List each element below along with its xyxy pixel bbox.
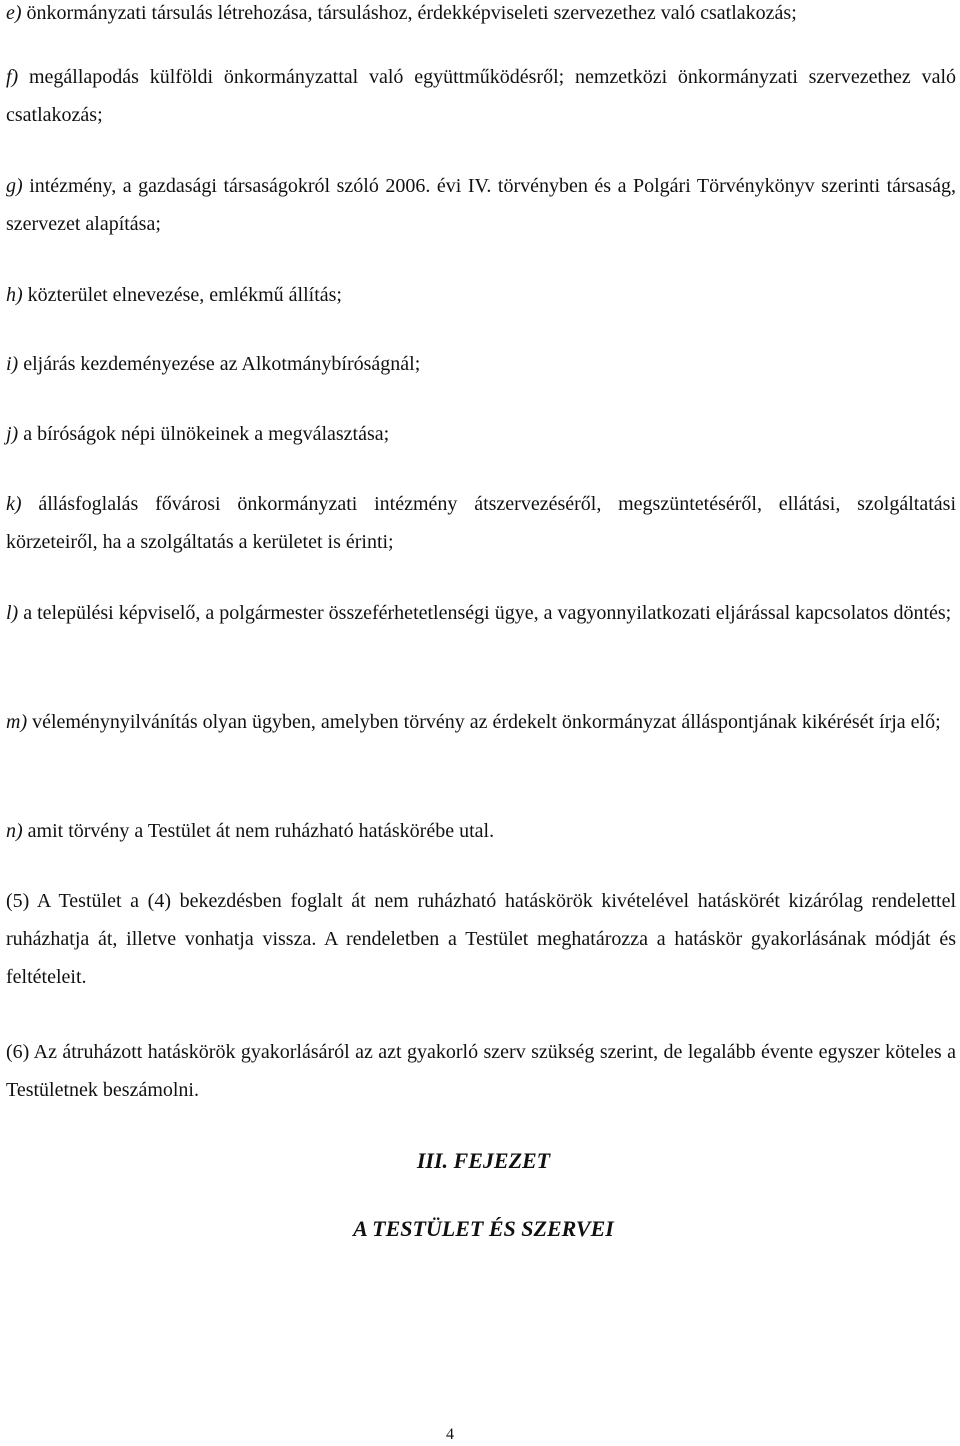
- item-letter: n): [6, 820, 23, 842]
- list-item-n: [6, 812, 956, 850]
- item-text: megállapodás külföldi önkormányzattal való együttműködésről; nemzetközi önkormányzati szervezethez való csatlakozás;: [6, 66, 956, 126]
- item-text: állásfoglalás fővárosi önkormányzati intézmény átszervezéséről, megszüntetéséről, ellátási, szolgáltatási körzeteiről, ha a szolgáltatás a kerületet is érinti;: [6, 493, 956, 553]
- item-text: önkormányzati társulás létrehozása, társuláshoz, érdekképviseleti szervezethez való csatlakozás;: [21, 2, 797, 24]
- list-item-m: [6, 703, 956, 741]
- item-text: véleménynyilvánítás olyan ügyben, amelyben törvény az érdekelt önkormányzat álláspontjának kikérését írja elő;: [27, 711, 941, 733]
- list-item-f: [6, 58, 956, 134]
- item-letter: g): [6, 175, 23, 197]
- list-item-l: [6, 594, 956, 632]
- list-item-i: [6, 345, 956, 383]
- item-letter: e): [6, 2, 22, 24]
- paragraph-5: (5) A Testület a (4) bekezdésben foglalt át nem ruházható hatáskörök kivételével hatáskörét kizárólag rendelettel ruházhatja át, illetve vonhatja vissza. A rendeletben a Testület meghatározza a hatáskör gyakorlásának módját és feltételeit.: [6, 890, 956, 988]
- list-item-e: [6, 0, 956, 32]
- chapter-number: III. FEJEZET: [416, 1148, 551, 1173]
- item-letter: h): [6, 284, 23, 306]
- list-item-j: [6, 415, 956, 453]
- item-text: amit törvény a Testület át nem ruházható hatáskörébe utal.: [22, 820, 495, 842]
- paragraph-6: (6) Az átruházott hatáskörök gyakorlásáról az azt gyakorló szerv szükség szerint, de legalább évente egyszer köteles a Testületnek beszámolni.: [6, 1041, 956, 1101]
- chapter-title: A TESTÜLET ÉS SZERVEI: [353, 1216, 614, 1241]
- item-letter: k): [6, 493, 22, 515]
- list-item-k: [6, 485, 956, 561]
- item-text: közterület elnevezése, emlékmű állítás;: [22, 284, 342, 306]
- item-letter: m): [6, 711, 28, 733]
- item-text: eljárás kezdeményezése az Alkotmánybíróságnál;: [18, 353, 421, 375]
- item-letter: j): [6, 423, 19, 445]
- page-number: 4: [446, 1426, 454, 1443]
- list-item-h: [6, 276, 956, 314]
- item-letter: l): [6, 602, 19, 624]
- item-text: intézmény, a gazdasági társaságokról szóló 2006. évi IV. törvényben és a Polgári Törvénykönyv szerinti társaság, szervezet alapítása;: [6, 175, 956, 235]
- item-text: a települési képviselő, a polgármester összeférhetetlenségi ügye, a vagyonnyilatkozati eljárással kapcsolatos döntés;: [18, 602, 952, 624]
- item-letter: i): [6, 353, 19, 375]
- list-item-g: [6, 167, 956, 243]
- item-text: a bíróságok népi ülnökeinek a megválasztása;: [18, 423, 390, 445]
- item-letter: f): [6, 66, 19, 88]
